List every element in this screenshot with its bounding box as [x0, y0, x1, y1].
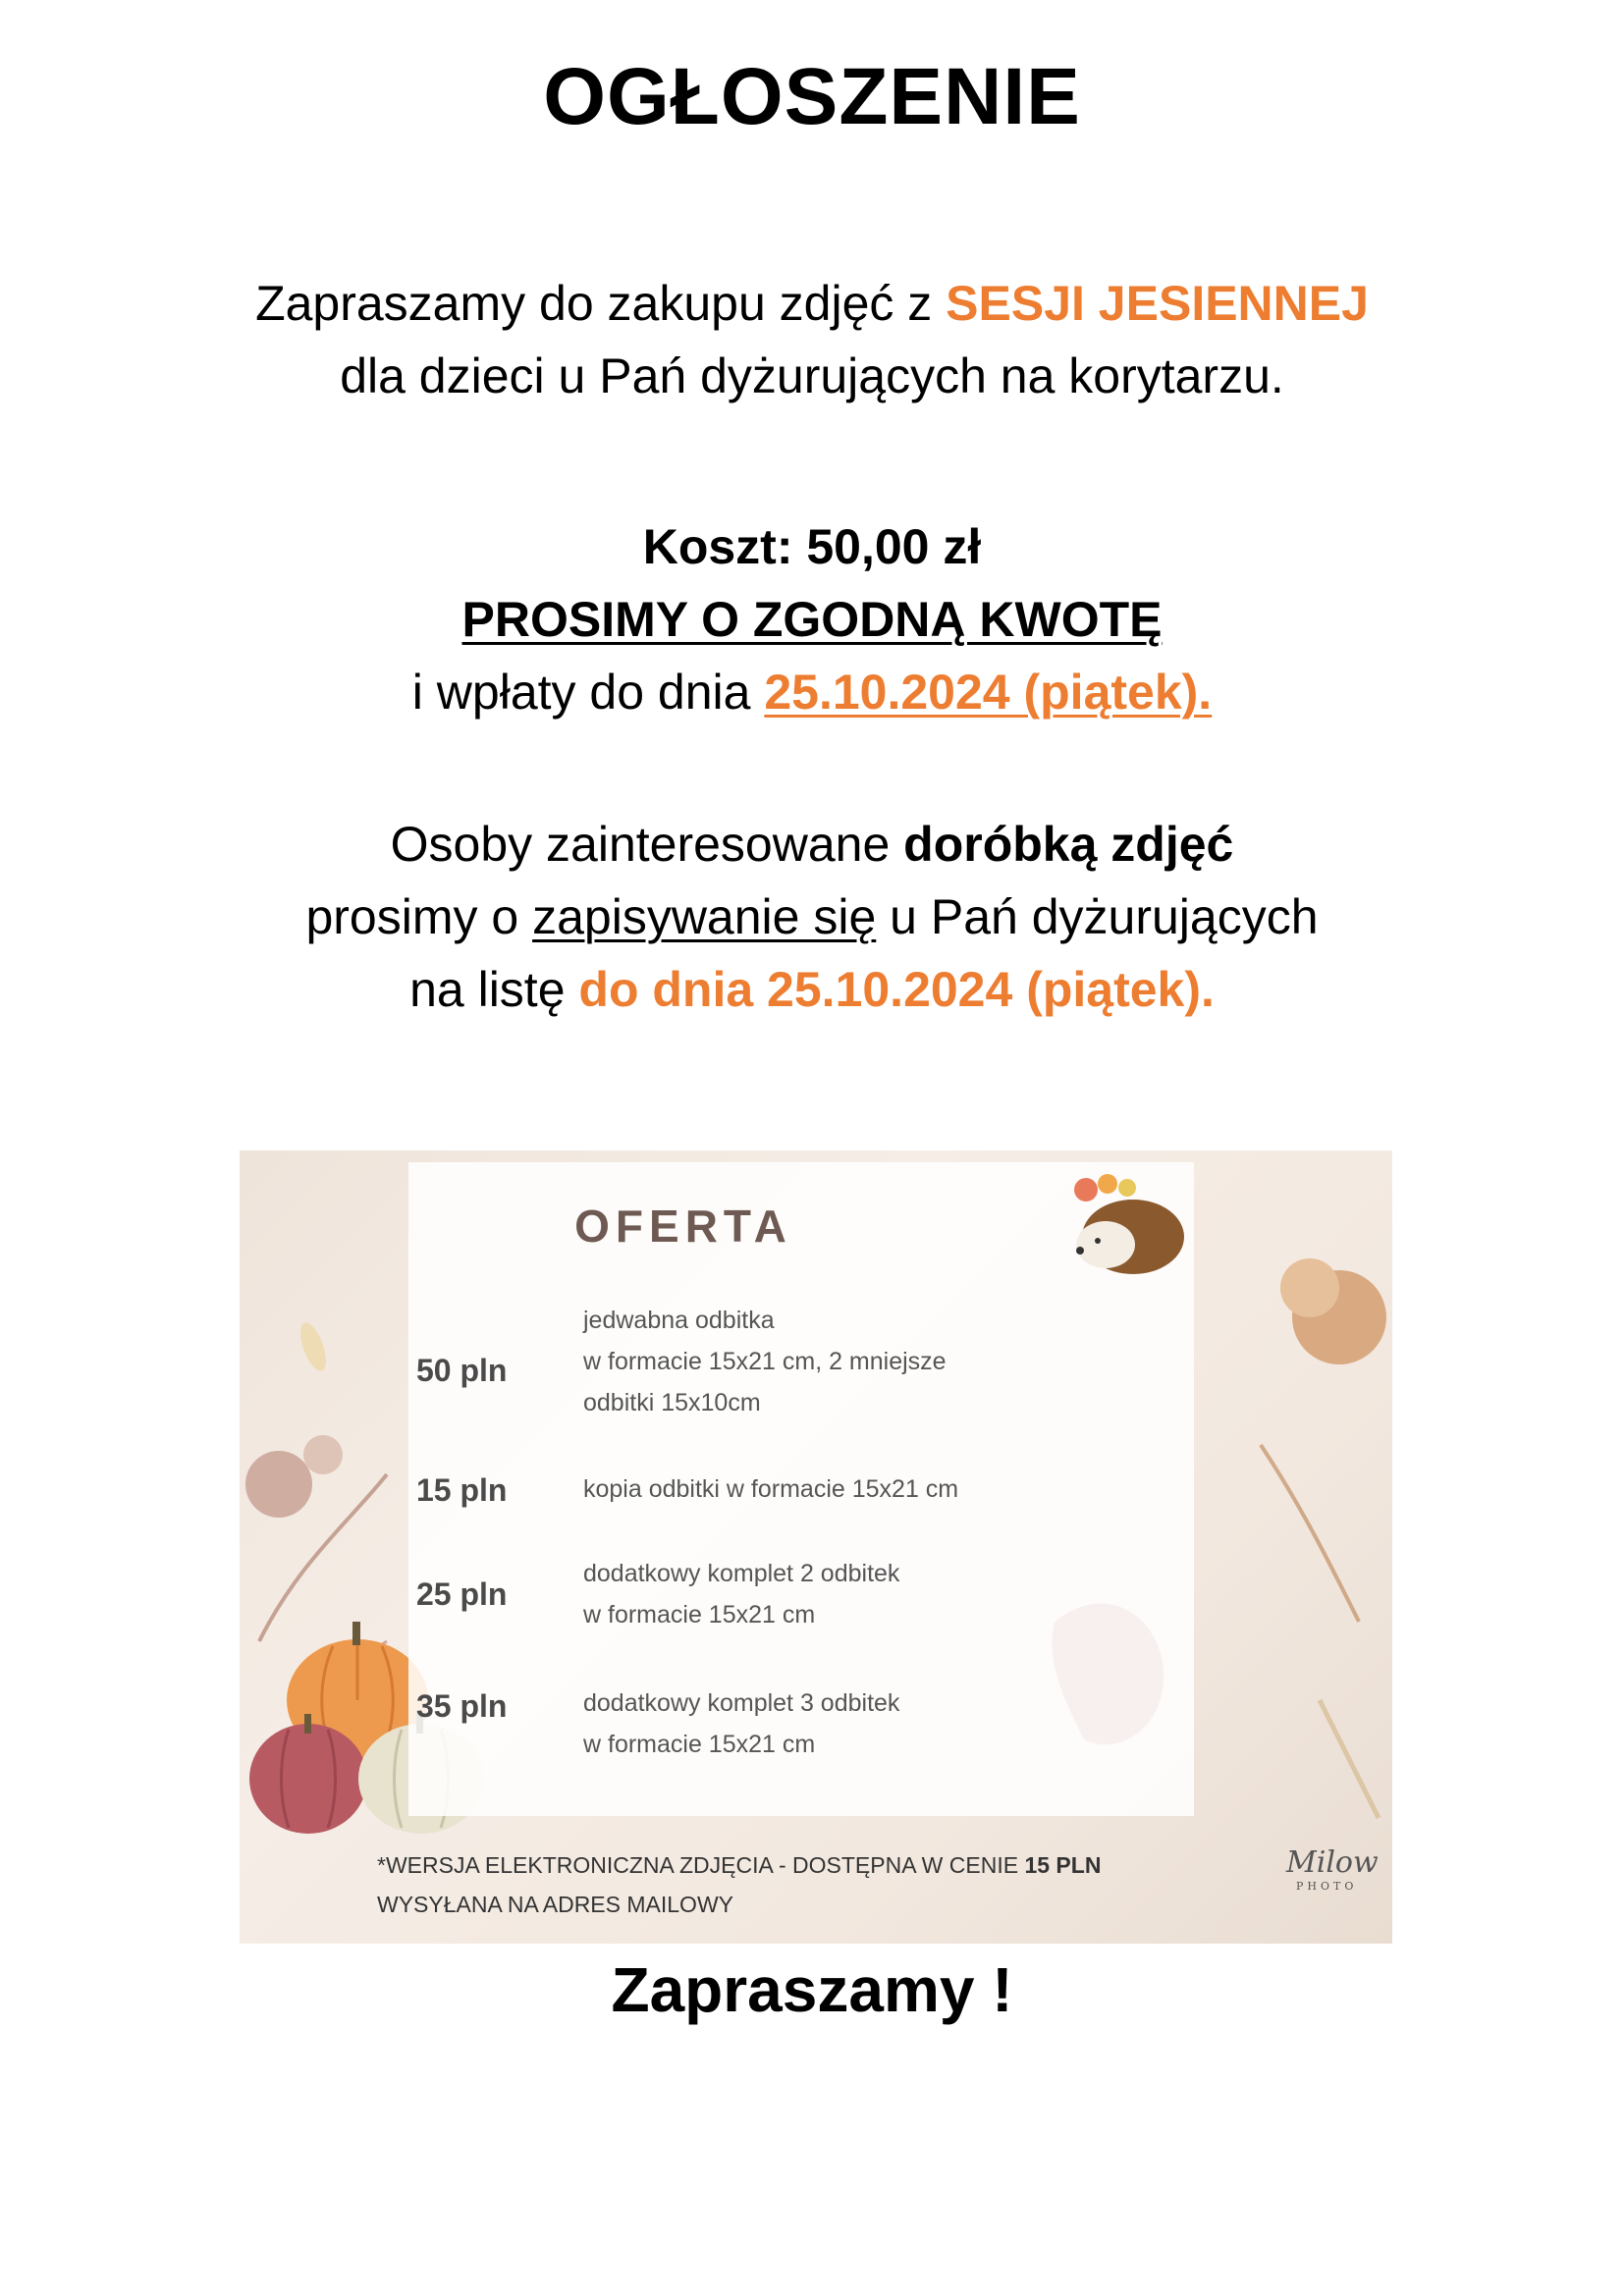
digital-note-text-2: WYSYŁANA NA ADRES MAILOWY	[377, 1892, 733, 1917]
closing-text: Zapraszamy !	[611, 1954, 1013, 2025]
offer-item-4-line-2: w formacie 15x21 cm	[583, 1731, 816, 1758]
offer-item-1-line-1: jedwabna odbitka	[583, 1307, 775, 1334]
offer-item-3	[583, 1553, 899, 1635]
offer-item-2	[583, 1468, 958, 1510]
offer-item-1	[583, 1300, 947, 1423]
photographer-logo	[1286, 1845, 1379, 1893]
cost-paragraph	[0, 510, 1624, 728]
intro-text-2: dla dzieci u Pań dyżurujących na korytarzu.	[340, 348, 1284, 403]
cost-line: Koszt: 50,00 zł	[642, 519, 982, 574]
extra-prints-label: doróbką zdjęć	[903, 817, 1234, 872]
offer-panel	[408, 1162, 1194, 1816]
offer-item-4-line-1: dodatkowy komplet 3 odbitek	[583, 1689, 900, 1717]
offer-item-2-line-1: kopia odbitki w formacie 15x21 cm	[583, 1475, 959, 1503]
offer-item-1-line-3: odbitki 15x10cm	[583, 1389, 761, 1416]
price-15: 15 pln	[416, 1472, 508, 1508]
logo-sub: PHOTO	[1296, 1880, 1358, 1893]
digital-note-text: *WERSJA ELEKTRONICZNA ZDJĘCIA - DOSTĘPNA W CENIE	[377, 1852, 1025, 1878]
page-title: OGŁOSZENIE	[543, 52, 1081, 141]
price-50: 50 pln	[416, 1353, 508, 1388]
price-35: 35 pln	[416, 1688, 508, 1724]
exact-amount-notice: PROSIMY O ZGODNĄ KWOTĘ	[461, 592, 1163, 647]
extra-text-2a: prosimy o	[305, 889, 533, 944]
extra-text: Osoby zainteresowane	[390, 817, 904, 872]
session-name: SESJI JESIENNEJ	[946, 276, 1369, 331]
digital-note-price: 15 PLN	[1024, 1852, 1102, 1878]
payment-deadline-text: i wpłaty do dnia	[411, 665, 765, 720]
price-25: 25 pln	[416, 1576, 508, 1612]
offer-item-3-line-1: dodatkowy komplet 2 odbitek	[583, 1560, 900, 1587]
digital-version-note	[377, 1845, 1101, 1924]
extra-prints-paragraph	[0, 808, 1624, 1026]
offer-title: OFERTA	[574, 1201, 792, 1252]
offer-item-1-line-2: w formacie 15x21 cm, 2 mniejsze	[583, 1348, 947, 1375]
hedgehog-icon	[1056, 1160, 1194, 1288]
offer-item-4	[583, 1682, 899, 1765]
signup-label: zapisywanie się	[532, 889, 877, 944]
offer-card	[240, 1150, 1392, 1944]
extra-text-3a: na listę	[409, 962, 579, 1017]
intro-text: Zapraszamy do zakupu zdjęć z	[255, 276, 947, 331]
logo-script: Milow	[1286, 1845, 1379, 1880]
payment-deadline-date: 25.10.2024 (piątek).	[764, 665, 1213, 720]
offer-item-3-line-2: w formacie 15x21 cm	[583, 1601, 816, 1629]
extra-text-2c: u Pań dyżurujących	[876, 889, 1319, 944]
intro-paragraph	[0, 267, 1624, 412]
signup-deadline: do dnia 25.10.2024 (piątek).	[578, 962, 1215, 1017]
